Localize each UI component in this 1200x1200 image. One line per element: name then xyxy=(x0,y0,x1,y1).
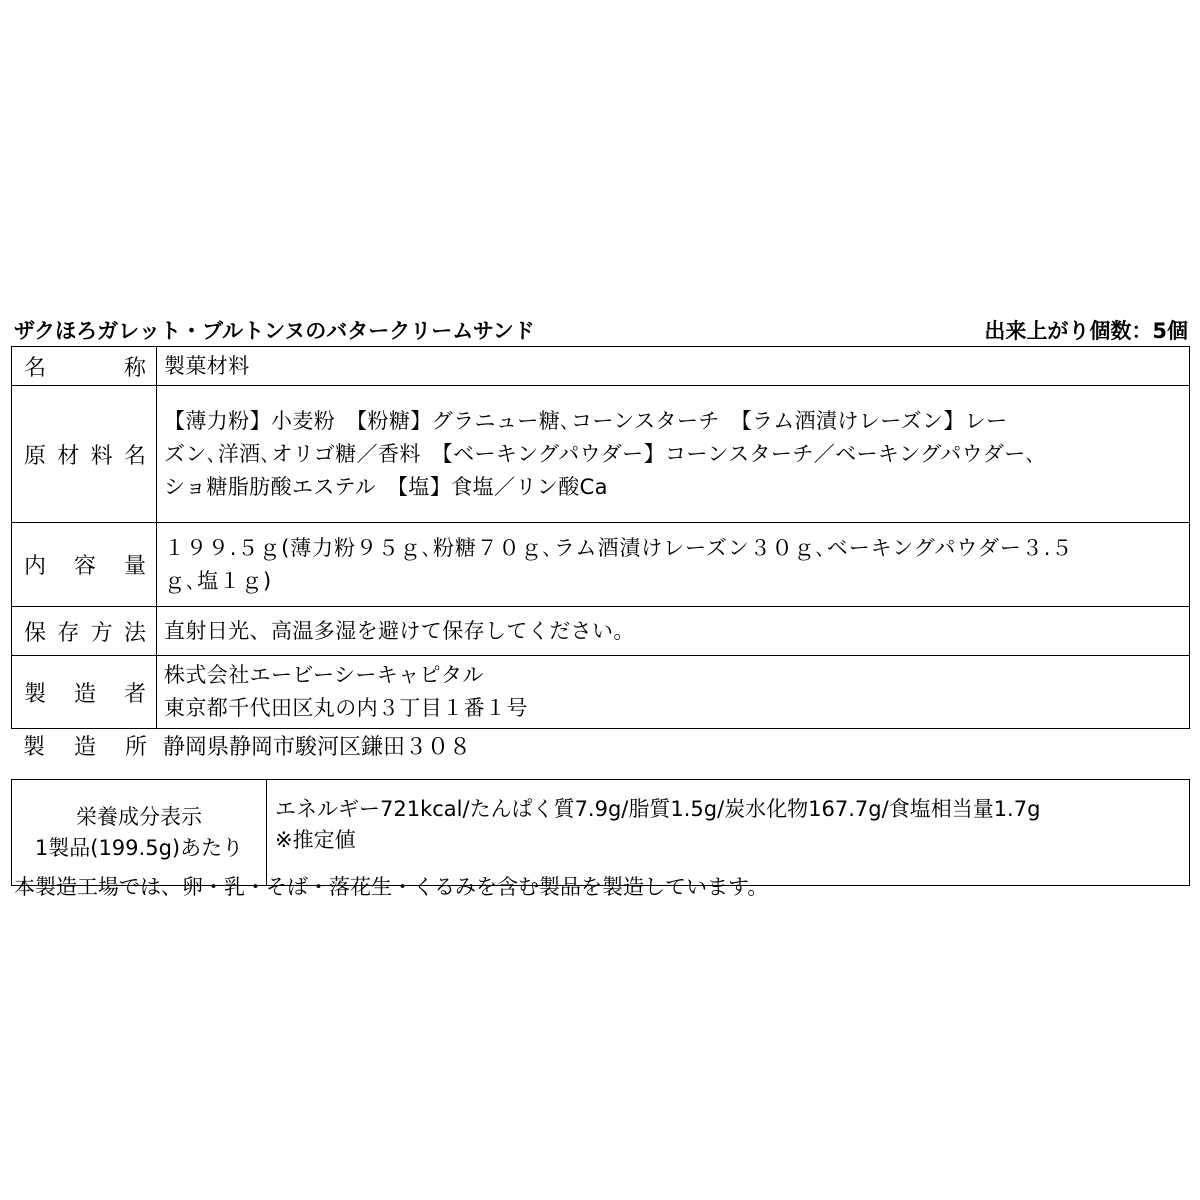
title-row xyxy=(14,316,1188,346)
contents-line: ｇ､塩１ｇ) xyxy=(164,568,273,593)
label-char: 材 xyxy=(57,443,80,469)
label-char: 称 xyxy=(123,355,146,381)
label-char: 者 xyxy=(123,681,146,707)
yield-count: 出来上がり個数：5個 xyxy=(984,319,1188,343)
label-char: 所 xyxy=(124,735,147,760)
table-row-storage xyxy=(12,607,1190,656)
value-name: 製菓材料 xyxy=(157,347,1190,386)
label-char: 製 xyxy=(24,681,47,707)
value-storage: 直射日光、高温多湿を避けて保存してください。 xyxy=(157,607,1190,656)
value-contents xyxy=(157,523,1190,607)
table-row-name xyxy=(12,347,1190,386)
manufacturer-company: 株式会社エービーシーキャピタル xyxy=(164,663,484,687)
nutrition-values xyxy=(267,780,1190,886)
label-char: 料 xyxy=(90,443,113,469)
label-char: 造 xyxy=(73,681,96,707)
nutrition-estimate-note: ※推定値 xyxy=(275,828,356,852)
ingredients-line: ショ糖脂肪酸エステル 【塩】食塩／リン酸Ca xyxy=(164,474,608,499)
factory-address: 静岡県静岡市駿河区鎌田３０８ xyxy=(163,735,472,760)
label-char: 方 xyxy=(90,620,113,646)
allergen-note: 本製造工場では、卵・乳・そば・落花生・くるみを含む製品を製造しています。 xyxy=(14,875,769,899)
table-row-contents xyxy=(12,523,1190,607)
label-char: 量 xyxy=(123,554,146,579)
table-row-ingredients xyxy=(12,386,1190,523)
label-char: 保 xyxy=(24,620,47,646)
value-manufacturer xyxy=(157,656,1190,729)
product-title: ザクほろガレット・ブルトンヌのバタークリームサンド xyxy=(14,319,535,343)
label-char: 容 xyxy=(73,554,96,579)
ingredients-line: 【薄力粉】小麦粉 【粉糖】グラニュー糖､コーンスターチ 【ラム酒漬けレーズン】レー xyxy=(164,408,1008,433)
label-char: 法 xyxy=(123,620,146,646)
table-row-manufacturer xyxy=(12,656,1190,729)
label-char: 造 xyxy=(73,735,96,760)
contents-line: １９９.５ｇ(薄力粉９５ｇ､粉糖７０ｇ､ラム酒漬けレーズン３０ｇ､ベーキングパウダー３.５ xyxy=(164,535,1074,560)
label-char: 製 xyxy=(23,735,46,760)
label-char: 内 xyxy=(24,554,47,579)
label-manufacturer xyxy=(12,656,157,729)
label-ingredients xyxy=(12,386,157,523)
nutrition-table xyxy=(11,779,1190,886)
label-storage xyxy=(12,607,157,656)
ingredients-line: ズン､洋酒､オリゴ糖／香料 【ベーキングパウダー】コーンスターチ／ベーキングパウダー､ xyxy=(164,441,1037,466)
label-char: 名 xyxy=(123,443,146,469)
value-ingredients xyxy=(157,386,1190,523)
label-char: 存 xyxy=(57,620,80,646)
product-info-table xyxy=(11,346,1190,729)
nutrition-values-line: エネルギー721kcal/たんぱく質7.9g/脂質1.5g/炭水化物167.7g/食塩相当量1.7g xyxy=(275,797,1041,821)
nutrition-label-basis: 1製品(199.5g)あたり xyxy=(34,835,244,860)
label-char: 名 xyxy=(24,355,47,381)
nutrition-row xyxy=(12,780,1190,886)
label-char: 原 xyxy=(24,443,47,469)
nutrition-label-title: 栄養成分表示 xyxy=(76,804,202,829)
nutrition-label xyxy=(12,780,267,886)
factory-row xyxy=(11,731,1190,765)
manufacturer-address: 東京都千代田区丸の内３丁目１番１号 xyxy=(164,696,528,720)
factory-label xyxy=(23,731,147,765)
label-contents xyxy=(12,523,157,607)
label-name xyxy=(12,347,157,386)
